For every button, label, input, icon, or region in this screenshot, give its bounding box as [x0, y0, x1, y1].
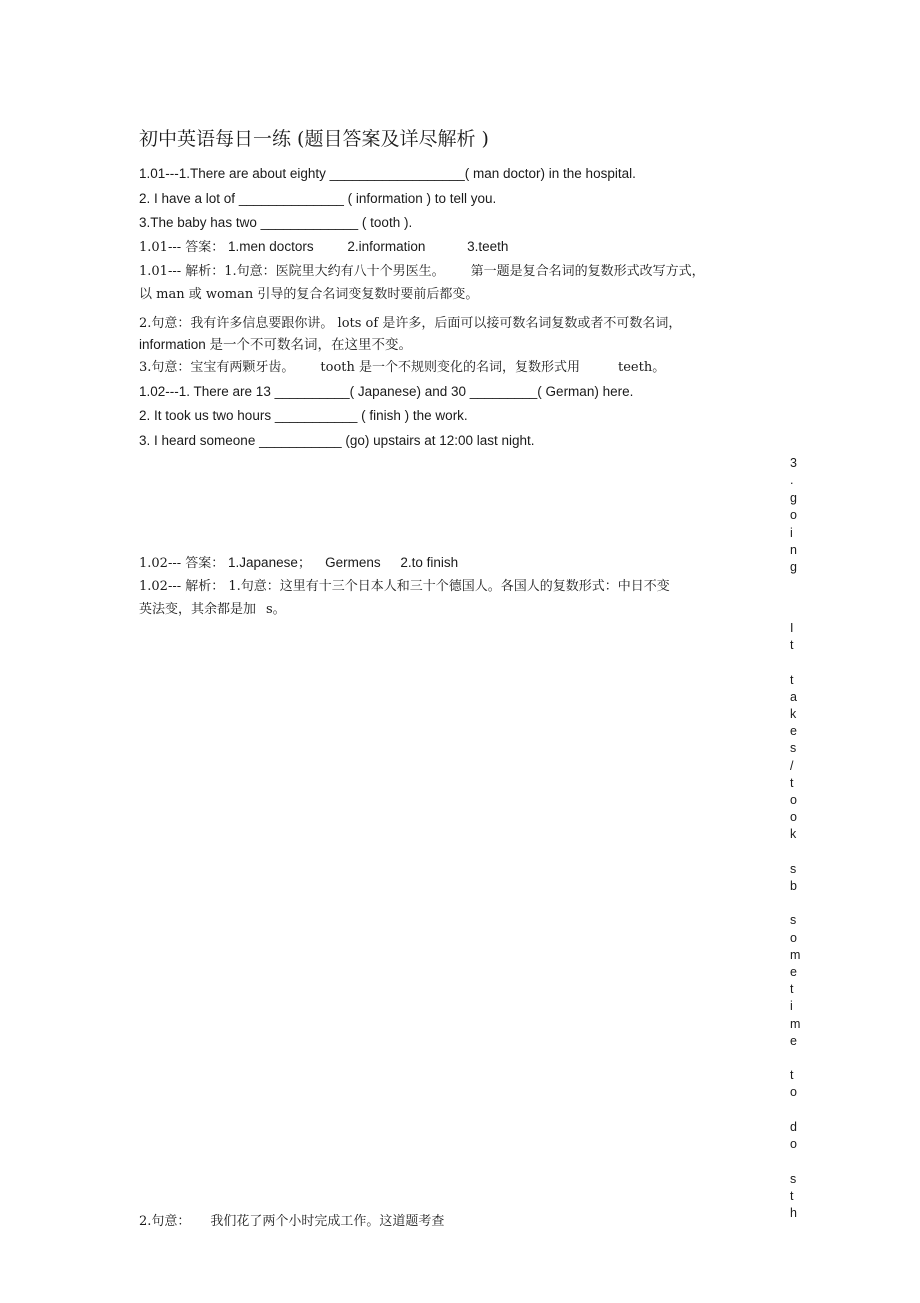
q101-answer-1: 1.men doctors: [228, 239, 314, 254]
q101-answer-2: 2.information: [347, 239, 426, 254]
q101-analysis-1b: 第一题是复合名词的复数形式改写方式，: [470, 264, 705, 279]
q101-question-2: 2. I have a lot of ______________ ( information ) to tell you.: [139, 191, 497, 206]
q102-answer-1b: Germens: [325, 555, 381, 570]
q101-analysis-2-line-2: information 是一个不可数名词，在这里不变。: [139, 337, 413, 352]
q102-analysis-2a: 英法变，其余都是加: [139, 602, 257, 617]
q102-answer-1: 1.Japanese；: [228, 555, 312, 570]
q102-answer-prefix: 1.02--- 答案：: [139, 556, 225, 571]
q101-answer-prefix: 1.01--- 答案：: [139, 240, 225, 255]
q102-question-1: 1.02---1. There are 13 __________( Japanese) and 30 _________( German) here.: [139, 384, 634, 399]
q101-answer: [139, 238, 508, 257]
q101-analysis-line-2: 以 man 或 woman 引导的复合名词变复数时要前后都变。: [139, 287, 479, 302]
q101-answer-3: 3.teeth: [467, 239, 509, 254]
q101-question-3: 3.The baby has two _____________ ( tooth ).: [139, 215, 413, 230]
q101-analysis-3b: tooth 是一个不规则变化的名词，复数形式用: [320, 360, 581, 375]
q102-answer: [139, 554, 458, 573]
side-fragment-a: 3 . g o i n g: [790, 456, 797, 575]
q101-analysis-3c: teeth。: [618, 360, 666, 375]
q101-analysis-3a: 3.句意：宝宝有两颗牙齿。: [139, 360, 295, 375]
page-title: 初中英语每日一练 (题目答案及详尽解析 ): [139, 128, 489, 150]
q102-answer-2: 2.to finish: [400, 555, 459, 570]
q102-question-2: 2. It took us two hours ___________ ( finish ) the work.: [139, 408, 468, 423]
q101-analysis-3: [139, 359, 665, 377]
q102-analysis-line-1: 1.02--- 解析： 1.句意：这里有十三个日本人和三十个德国人。各国人的复数形式：中日不变: [139, 579, 670, 594]
q101-question-1: 1.01---1.There are about eighty __________________( man doctor) in the hospital.: [139, 166, 636, 181]
q102-analysis-line-2: [139, 601, 286, 619]
q102-analysis-2: [139, 1213, 444, 1231]
q102-analysis-2-text: 我们花了两个小时完成工作。这道题考查: [210, 1214, 445, 1229]
q101-analysis-2-line-1: 2.句意：我有许多信息要跟你讲。 lots of 是许多，后面可以接可数名词复数或者不可数名词，: [139, 316, 682, 331]
q102-question-3: 3. I heard someone ___________ (go) upstairs at 12:00 last night.: [139, 433, 535, 448]
q101-analysis-line-1: [139, 263, 705, 281]
side-fragment-b: I t t a k e s / t o o k s b s o m e t i m e t o d o s t h: [790, 621, 801, 1220]
q102-analysis-2b: s。: [266, 602, 286, 617]
q101-analysis-1a: 1.01--- 解析：1.句意：医院里大约有八十个男医生。: [139, 264, 445, 279]
q102-analysis-2-prefix: 2.句意：: [139, 1214, 191, 1229]
